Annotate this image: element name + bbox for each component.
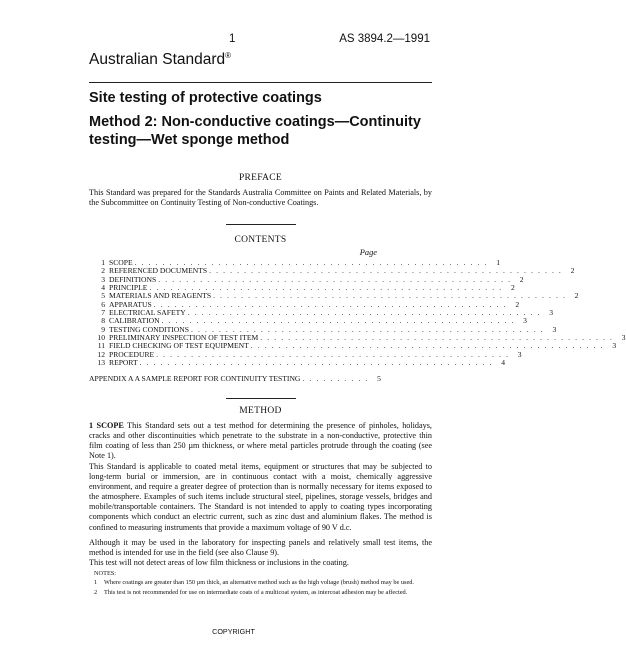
toc-leader: . . . . . . . . . . . . . . . . . . . . . . . . . . . . . . . . . . . . . . . . . . . . . . . . . . . — [156, 349, 510, 359]
header-divider — [89, 82, 432, 83]
preface-heading: PREFACE — [238, 173, 283, 183]
toc-leader: . . . . . . . . . . . . . . . . . . . . . . . . . . . . . . . . . . . . . . . . . . . . . . . . . . . — [187, 308, 542, 318]
table-of-contents — [89, 258, 626, 368]
note-item — [94, 579, 432, 587]
toc-entry-page: 1 — [496, 258, 500, 267]
scope-paragraph — [89, 421, 432, 461]
contents-page-label: Page — [359, 248, 377, 257]
toc-entry-number: 6 — [101, 299, 105, 309]
toc-entry-label: APPARATUS — [109, 299, 152, 309]
toc-entry-page: 2 — [519, 274, 524, 284]
toc-entry-label: PROCEDURE — [109, 349, 155, 359]
toc-entry-number: 9 — [101, 324, 105, 334]
notes-list — [94, 579, 432, 598]
note-number: 1 — [94, 579, 98, 586]
toc-leader: . . . . . . . . . . . . . . . . . . . . . . . . . . . . . . . . . . . . . . . . . . . . . . . . . . . — [134, 258, 488, 267]
toc-entry-label: ELECTRICAL SAFETY — [109, 308, 186, 318]
toc-entry-number: 10 — [97, 333, 105, 343]
toc-leader: . . . . . . . . . . . . . . . . . . . . . . . . . . . . . . . . . . . . . . . . . . . . . . . . . . . — [161, 316, 515, 326]
toc-leader: . . . . . . . . . . . . . . . . . . . . . . . . . . . . . . . . . . . . . . . . . . . . . . . . . . . — [153, 299, 508, 309]
page-number: 1 — [229, 33, 236, 45]
toc-entry-number: 5 — [101, 291, 105, 301]
toc-leader: . . . . . . . . . . . . . . . . . . . . . . . . . . . . . . . . . . . . . . . . . . . . . . . . . . . — [139, 358, 494, 368]
toc-entry-page: 2 — [570, 266, 575, 276]
toc-entry-label: CALIBRATION — [109, 316, 160, 326]
toc-entry-number: 7 — [101, 308, 105, 318]
toc-entry-number: 13 — [97, 358, 105, 368]
note-text: Where coatings are greater than 150 µm thick, an alternative method such as the high voltage (brush) method may be used. — [104, 579, 414, 586]
toc-entry-number: 11 — [97, 341, 105, 351]
toc-entry-label: REPORT — [109, 358, 138, 368]
method-title: Method 2: Non-conductive coatings—Continuity testing—Wet sponge method — [89, 114, 421, 148]
scope-lead: 1 SCOPE — [89, 421, 124, 430]
contents-heading: CONTENTS — [234, 235, 287, 245]
toc-leader: . . . . . . . . . . . . . . . . . . . . . . . . . . . . . . . . . . . . . . . . . . . . . . . . . . . — [149, 283, 503, 293]
toc-entry-page: 2 — [574, 291, 579, 301]
toc-leader: . . . . . . . . . . . . . . . . . . . . . . . . . . . . . . . . . . . . . . . . . . . . . . . . . . . — [158, 274, 512, 284]
toc-entry-label: SCOPE — [109, 258, 133, 267]
usage-paragraph: Although it may be used in the laboratory for inspecting panels and relatively small test items, the method is intended for use in the field (see also Clause 9). — [89, 538, 432, 558]
document-title: Site testing of protective coatings — [89, 90, 322, 106]
toc-entry-page: 3 — [517, 349, 522, 359]
preface-text: This Standard was prepared for the Standards Australia Committee on Paints and Related Materials, by the Subcommittee on Continuity Testing of Non-conductive Coatings. — [89, 188, 432, 208]
toc-entry-label: PRINCIPLE — [109, 283, 148, 293]
toc-entry-page: 3 — [549, 308, 554, 318]
toc-entry-page: 3 — [612, 341, 617, 351]
toc-leader: . . . . . . . . . . . . . . . . . . . . . . . . . . . . . . . . . . . . . . . . . . . . . . . . . . . — [250, 341, 605, 351]
toc-entry[interactable] — [89, 358, 506, 368]
toc-leader: . . . . . . . . . . — [302, 374, 369, 383]
registered-mark: ® — [225, 51, 232, 60]
toc-appendix-label: APPENDIX A A SAMPLE REPORT FOR CONTINUITY TESTING — [89, 374, 301, 383]
toc-entry-label: REFERENCED DOCUMENTS — [109, 266, 208, 276]
toc-entry-number: 1 — [101, 258, 105, 267]
note-text: This test is not recommended for use on intermediate coats of a multicoat system, as intercoat adhesion may be affected. — [104, 588, 408, 596]
toc-entry-label: MATERIALS AND REAGENTS — [109, 291, 212, 301]
scope-text: This Standard sets out a test method for determining the presence of pinholes, holidays, cracks and other discontinuities which penetrate to the substrate in a non-conductive, protective thin film coating of less than 250 µm thickness, or where metal particles protrude through the coating (see Note 1). — [89, 421, 432, 461]
toc-entry-label: DEFINITIONS — [109, 274, 157, 284]
document-id: AS 3894.2—1991 — [339, 33, 430, 45]
applicability-paragraph: This Standard is applicable to coated metal items, equipment or structures that may be subjected to long-term burial or immersion, are in continuous contact with a moist, chemically aggressive environment, and require a greater degree of protection than is normally necessary for items exposed to the atmosphere. Examples of such items include structural steel, pipelines, storage vessels, bridges and mobile/transportable containers. The Standard is not intended to apply to coating types incorporating components which conduct an electric current, such as zinc dust and aluminium flakes. The method is confined to measuring instruments that provide a maximum voltage of 90 V d.c. — [89, 462, 432, 532]
copyright-footer: COPYRIGHT — [212, 627, 255, 636]
toc-entry-label: TESTING CONDITIONS — [109, 324, 189, 334]
toc-entry-page: 4 — [501, 358, 506, 368]
method-heading: METHOD — [239, 406, 282, 416]
section-divider — [226, 224, 296, 225]
toc-leader: . . . . . . . . . . . . . . . . . . . . . . . . . . . . . . . . . . . . . . . . . . . . . . . . . . . — [213, 291, 567, 301]
toc-appendix-page: 5 — [377, 374, 381, 383]
toc-leader: . . . . . . . . . . . . . . . . . . . . . . . . . . . . . . . . . . . . . . . . . . . . . . . . . . . — [260, 333, 614, 343]
toc-appendix-entry[interactable] — [89, 374, 381, 383]
section-divider — [226, 398, 296, 399]
toc-entry-number: 4 — [101, 283, 105, 293]
note-number: 2 — [94, 588, 98, 596]
toc-entry-number: 3 — [101, 274, 105, 284]
toc-entry-page: 3 — [621, 333, 626, 343]
toc-entry-label: PRELIMINARY INSPECTION OF TEST ITEM — [109, 333, 259, 343]
toc-leader: . . . . . . . . . . . . . . . . . . . . . . . . . . . . . . . . . . . . . . . . . . . . . . . . . . . — [209, 266, 563, 276]
toc-leader: . . . . . . . . . . . . . . . . . . . . . . . . . . . . . . . . . . . . . . . . . . . . . . . . . . . — [190, 324, 545, 334]
toc-entry-page: 3 — [523, 316, 527, 326]
toc-entry-number: 8 — [101, 316, 105, 326]
brand-title — [89, 51, 231, 69]
toc-entry-page: 3 — [552, 324, 557, 334]
toc-entry-number: 12 — [97, 349, 105, 359]
toc-entry-label: FIELD CHECKING OF TEST EQUIPMENT — [109, 341, 249, 351]
toc-entry-number: 2 — [101, 266, 105, 276]
note-item — [94, 589, 432, 597]
toc-entry-page: 2 — [510, 283, 515, 293]
limitation-paragraph: This test will not detect areas of low film thickness or inclusions in the coating. — [89, 558, 349, 567]
notes-heading: NOTES: — [94, 570, 117, 577]
brand-name: Australian Standard — [89, 51, 226, 69]
toc-entry-page: 2 — [515, 299, 520, 309]
